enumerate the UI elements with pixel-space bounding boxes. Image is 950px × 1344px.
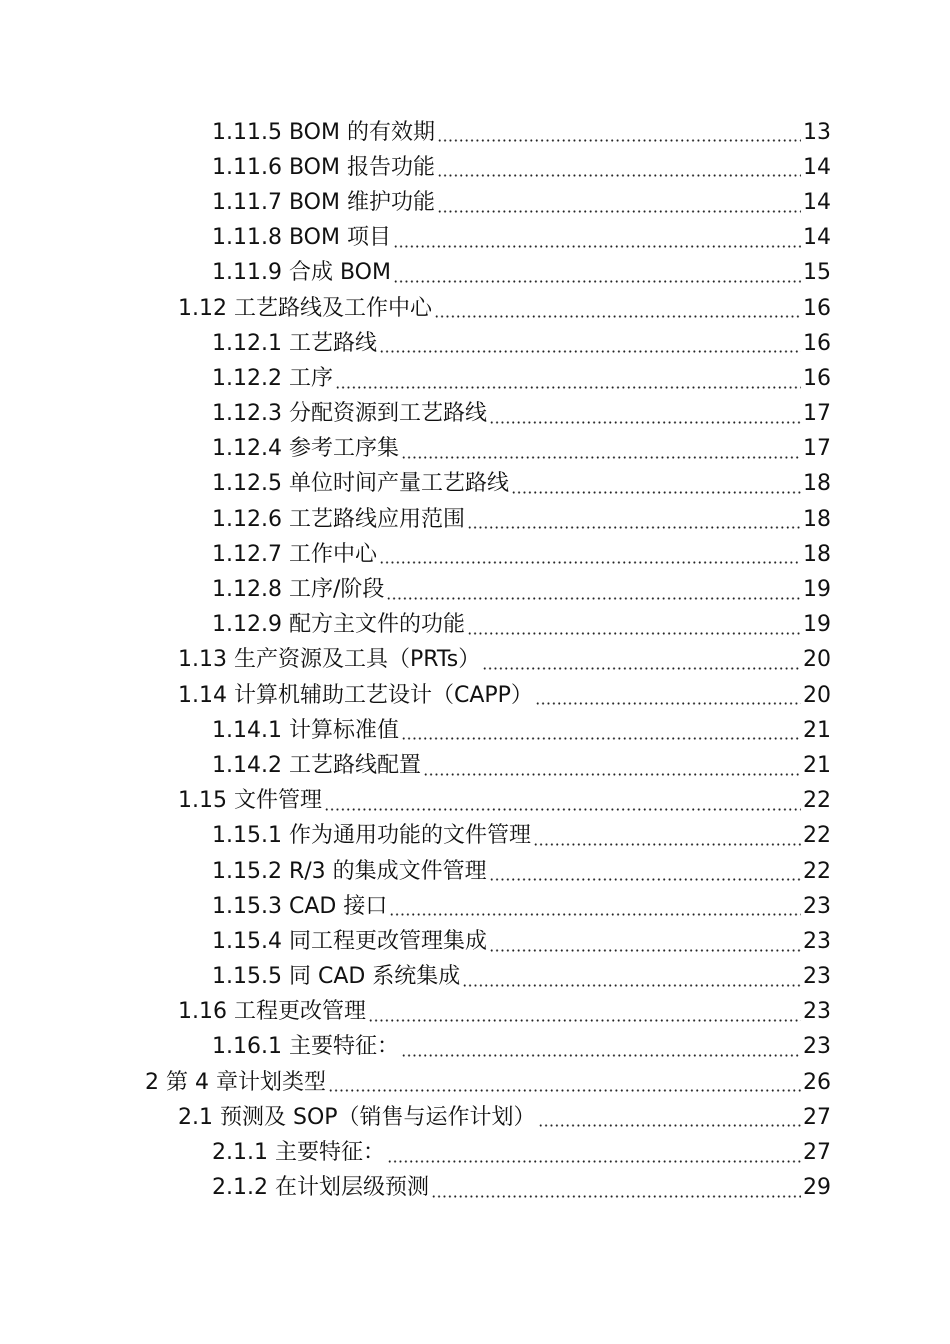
dot-leader	[437, 139, 801, 142]
dot-leader	[387, 1160, 801, 1163]
toc-entry-page-number: 14	[803, 189, 831, 215]
toc-entry[interactable]	[0, 221, 950, 256]
dot-leader	[533, 843, 801, 846]
dot-leader	[489, 949, 801, 952]
toc-entry-page-number: 18	[803, 506, 831, 532]
dot-leader	[482, 667, 801, 670]
dot-leader	[368, 1019, 801, 1022]
table-of-contents	[0, 115, 950, 1206]
toc-entry-page-number: 15	[803, 260, 831, 286]
toc-entry-title: 1.11.8 BOM 项目	[212, 225, 391, 251]
toc-entry-page-number: 21	[803, 717, 831, 743]
toc-entry-title: 1.15.2 R/3 的集成文件管理	[212, 858, 487, 884]
toc-entry[interactable]	[0, 1171, 950, 1206]
toc-entry[interactable]	[0, 995, 950, 1030]
dot-leader	[389, 913, 801, 916]
toc-entry-title: 1.15 文件管理	[178, 788, 322, 814]
toc-entry[interactable]	[0, 1065, 950, 1100]
dot-leader	[328, 1089, 801, 1092]
dot-leader	[386, 597, 801, 600]
toc-entry[interactable]	[0, 432, 950, 467]
dot-leader	[467, 526, 801, 529]
toc-entry[interactable]	[0, 924, 950, 959]
toc-entry[interactable]	[0, 572, 950, 607]
toc-entry-title: 1.12.2 工序	[212, 365, 333, 391]
toc-entry-title: 1.15.3 CAD 接口	[212, 893, 388, 919]
toc-entry-title: 1.12.4 参考工序集	[212, 436, 399, 462]
toc-entry-page-number: 18	[803, 541, 831, 567]
toc-entry[interactable]	[0, 537, 950, 572]
toc-entry-page-number: 16	[803, 295, 831, 321]
dot-leader	[467, 632, 801, 635]
toc-entry[interactable]	[0, 185, 950, 220]
dot-leader	[401, 737, 801, 740]
toc-entry-title: 1.11.6 BOM 报告功能	[212, 154, 435, 180]
toc-entry-title: 2.1.1 主要特征：	[212, 1140, 385, 1166]
toc-entry[interactable]	[0, 854, 950, 889]
toc-entry-page-number: 22	[803, 858, 831, 884]
toc-entry[interactable]	[0, 608, 950, 643]
toc-entry[interactable]	[0, 291, 950, 326]
toc-entry-page-number: 23	[803, 928, 831, 954]
toc-entry-title: 1.12.1 工艺路线	[212, 330, 377, 356]
toc-entry-title: 1.12.5 单位时间产量工艺路线	[212, 471, 509, 497]
dot-leader	[489, 878, 801, 881]
toc-entry-title: 1.12.9 配方主文件的功能	[212, 612, 465, 638]
toc-entry-title: 1.14.1 计算标准值	[212, 717, 399, 743]
dot-leader	[379, 561, 801, 564]
toc-entry-title: 1.11.9 合成 BOM	[212, 260, 391, 286]
dot-leader	[379, 350, 801, 353]
toc-entry-page-number: 23	[803, 999, 831, 1025]
toc-entry[interactable]	[0, 819, 950, 854]
toc-entry-page-number: 21	[803, 752, 831, 778]
toc-entry-page-number: 16	[803, 365, 831, 391]
toc-entry[interactable]	[0, 748, 950, 783]
toc-entry[interactable]	[0, 150, 950, 185]
toc-entry[interactable]	[0, 397, 950, 432]
toc-entry-page-number: 14	[803, 225, 831, 251]
toc-entry-title: 1.14.2 工艺路线配置	[212, 752, 421, 778]
dot-leader	[401, 456, 801, 459]
toc-entry[interactable]	[0, 889, 950, 924]
dot-leader	[437, 174, 801, 177]
toc-entry-page-number: 23	[803, 1034, 831, 1060]
dot-leader	[489, 421, 801, 424]
toc-entry-title: 2 第 4 章计划类型	[145, 1069, 326, 1095]
dot-leader	[511, 491, 801, 494]
dot-leader	[462, 984, 801, 987]
toc-entry-title: 1.11.5 BOM 的有效期	[212, 119, 435, 145]
toc-entry-title: 1.16 工程更改管理	[178, 999, 366, 1025]
toc-entry-title: 1.14 计算机辅助工艺设计（CAPP）	[178, 682, 533, 708]
toc-entry-page-number: 17	[803, 436, 831, 462]
dot-leader	[335, 386, 801, 389]
toc-entry-page-number: 26	[803, 1069, 831, 1095]
toc-entry[interactable]	[0, 643, 950, 678]
dot-leader	[324, 808, 801, 811]
dot-leader	[538, 1124, 801, 1127]
toc-entry[interactable]	[0, 678, 950, 713]
dot-leader	[431, 1195, 801, 1198]
toc-entry[interactable]	[0, 1135, 950, 1170]
toc-entry-title: 1.11.7 BOM 维护功能	[212, 189, 435, 215]
toc-entry[interactable]	[0, 256, 950, 291]
toc-entry-page-number: 20	[803, 647, 831, 673]
dot-leader	[434, 315, 801, 318]
toc-entry[interactable]	[0, 713, 950, 748]
toc-entry-page-number: 19	[803, 577, 831, 603]
toc-entry-title: 1.16.1 主要特征：	[212, 1034, 399, 1060]
toc-entry-page-number: 20	[803, 682, 831, 708]
toc-entry[interactable]	[0, 115, 950, 150]
toc-entry-page-number: 29	[803, 1175, 831, 1201]
toc-entry-page-number: 22	[803, 823, 831, 849]
toc-entry-page-number: 23	[803, 893, 831, 919]
dot-leader	[393, 280, 801, 283]
toc-entry-page-number: 17	[803, 401, 831, 427]
toc-entry-page-number: 16	[803, 330, 831, 356]
toc-entry[interactable]	[0, 1100, 950, 1135]
toc-entry-title: 1.12.7 工作中心	[212, 541, 377, 567]
toc-entry-title: 1.12.3 分配资源到工艺路线	[212, 401, 487, 427]
toc-entry[interactable]	[0, 502, 950, 537]
toc-entry-title: 1.15.1 作为通用功能的文件管理	[212, 823, 531, 849]
dot-leader	[535, 702, 801, 705]
toc-entry-title: 1.15.5 同 CAD 系统集成	[212, 964, 461, 990]
toc-entry-title: 2.1.2 在计划层级预测	[212, 1175, 429, 1201]
toc-entry-page-number: 14	[803, 154, 831, 180]
toc-entry-page-number: 13	[803, 119, 831, 145]
toc-entry-page-number: 19	[803, 612, 831, 638]
toc-entry[interactable]	[0, 361, 950, 396]
toc-entry[interactable]	[0, 960, 950, 995]
toc-entry-title: 1.12.6 工艺路线应用范围	[212, 506, 465, 532]
toc-entry-page-number: 27	[803, 1140, 831, 1166]
toc-entry-page-number: 23	[803, 964, 831, 990]
dot-leader	[437, 210, 801, 213]
toc-entry[interactable]	[0, 784, 950, 819]
toc-entry-title: 1.13 生产资源及工具（PRTs）	[178, 647, 481, 673]
toc-entry[interactable]	[0, 467, 950, 502]
toc-entry[interactable]	[0, 1030, 950, 1065]
toc-entry-title: 1.12 工艺路线及工作中心	[178, 295, 432, 321]
toc-entry-page-number: 18	[803, 471, 831, 497]
toc-entry-title: 1.12.8 工序/阶段	[212, 577, 385, 603]
toc-entry-page-number: 22	[803, 788, 831, 814]
toc-entry-title: 2.1 预测及 SOP（销售与运作计划）	[178, 1104, 536, 1130]
dot-leader	[423, 773, 801, 776]
toc-entry-page-number: 27	[803, 1104, 831, 1130]
dot-leader	[401, 1054, 801, 1057]
dot-leader	[393, 245, 801, 248]
toc-entry[interactable]	[0, 326, 950, 361]
toc-entry-title: 1.15.4 同工程更改管理集成	[212, 928, 487, 954]
